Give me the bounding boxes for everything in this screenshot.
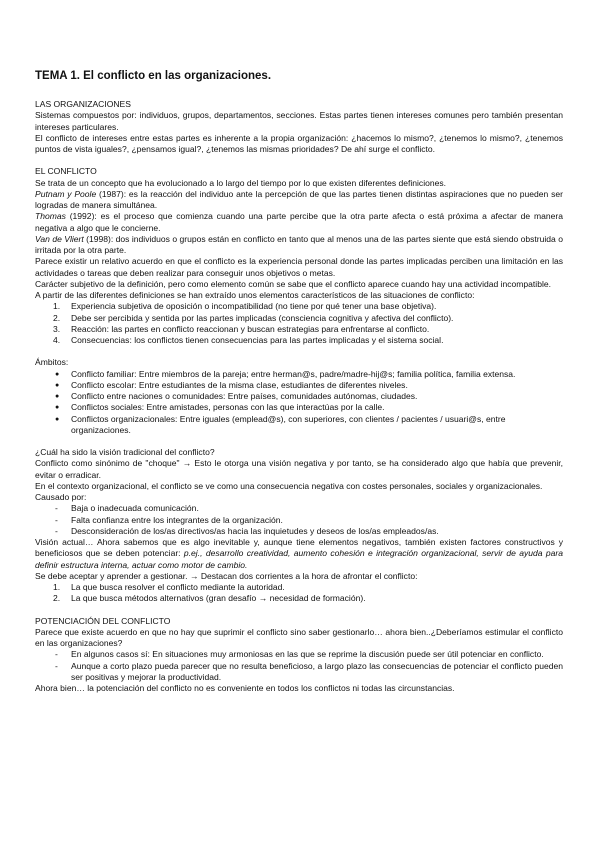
paragraph: Conflicto como sinónimo de "choque" → Esto le otorga una visión negativa y por tanto, se ha considerado algo que había que prevenir, evitar o erradicar. <box>35 458 563 480</box>
author-name: Putnam y Poole <box>35 188 97 199</box>
list-item <box>35 380 563 391</box>
document-title: TEMA 1. El conflicto en las organizaciones. <box>35 70 272 82</box>
dash-marker: - <box>55 503 58 514</box>
definition-van-de-vliert <box>35 234 563 257</box>
vision-actual-paragraph <box>35 537 563 571</box>
list-number: 4. <box>53 335 61 345</box>
list-number: 1. <box>53 301 61 312</box>
paragraph: El conflicto de intereses entre estas partes es inherente a la propia organización: ¿hacemos lo mismo?, ¿tenemos lo mismo?, ¿tenemos puntos de vista iguales?, ¿pensamos igual?, ¿tenemos las mismas prioridades? De ahí surge el conflicto. <box>35 132 563 154</box>
vision-actual-text: Visión actual… Ahora sabemos que es algo inevitable y, aunque tiene elementos negativos, también existen factores constructivos y beneficiosos que se deben potenciar: <box>35 537 563 559</box>
ambitos-heading: Ámbitos: <box>35 357 69 368</box>
section-heading-organizaciones: LAS ORGANIZACIONES <box>35 99 131 109</box>
list-item-text: En algunos casos sí: En situaciones muy armoniosas en las que se reprime la discusión puede ser útil potenciar en conflicto. <box>71 649 544 660</box>
list-number: 2. <box>53 593 61 604</box>
dash-marker: - <box>55 514 58 525</box>
paragraph: Parece que existe acuerdo en que no hay que suprimir el conflicto sino saber gestionarlo… ahora bien..¿Deberíamos estimular el conflicto en las organizaciones? <box>35 626 563 648</box>
list-item <box>35 335 563 346</box>
dash-marker: - <box>55 649 58 660</box>
paragraph: Se trata de un concepto que ha evolucionado a lo largo del tiempo por lo que existen diferentes definiciones. <box>35 177 447 188</box>
causes-list <box>35 503 563 537</box>
paragraph: Carácter subjetivo de la definición, pero como elemento común se sabe que el conflicto aparece cuando hay una actividad incompatible. <box>35 278 551 289</box>
document-page <box>35 70 563 694</box>
list-number: 2. <box>53 312 61 323</box>
section-heading-conflicto: EL CONFLICTO <box>35 166 97 177</box>
bullet-icon: ● <box>55 370 60 378</box>
list-item <box>35 402 563 413</box>
list-item-text: Falta confianza entre los integrantes de la organización. <box>71 514 283 525</box>
bullet-icon: ● <box>55 404 60 412</box>
definition-text: (1987): es la reacción del individuo ante la percepción de que las partes tienen distintas aspiraciones que no pueden ser logradas de manera simultánea. <box>35 188 563 210</box>
list-item-text: Consecuencias: los conflictos tienen consecuencias para las partes implicadas y el sistema social. <box>71 335 444 345</box>
list-item <box>35 301 563 312</box>
paragraph: Sistemas compuestos por: individuos, grupos, departamentos, secciones. Estas partes tienen intereses comunes pero también presentan intereses particulares. <box>35 110 563 132</box>
list-item-text: Conflictos sociales: Entre amistades, personas con las que interactúas por la calle. <box>71 402 385 413</box>
paragraph: Parece existir un relativo acuerdo en que el conflicto es la experiencia personal donde las partes implicadas perciben una limitación en las actividades o tareas que deben realizar para conseguir unos objetivos o metas. <box>35 256 563 278</box>
list-item-text: Conflictos organizacionales: Entre iguales (emplead@s), con superiores, con clientes / pacientes / usuari@s, entre organizaciones. <box>71 413 506 435</box>
bullet-icon: ● <box>55 393 60 400</box>
list-item <box>35 661 563 684</box>
list-item <box>35 414 563 437</box>
list-item <box>35 526 563 537</box>
list-item <box>35 369 563 380</box>
causado-label: Causado por: <box>35 492 87 502</box>
list-item-text: La que busca resolver el conflicto mediante la autoridad. <box>71 582 285 592</box>
list-item-text: Conflicto entre naciones o comunidades: Entre países, comunidades autónomas, ciudades. <box>71 391 418 401</box>
list-item-text: Debe ser percibida y sentida por las partes implicadas (consciencia cognitiva y afectiva del conflicto). <box>71 312 454 323</box>
list-item-text: Reacción: las partes en conflicto reaccionan y buscan estrategias para enfrentarse al conflicto. <box>71 323 430 334</box>
bullet-icon: ● <box>55 415 60 423</box>
list-item-text: Conflicto familiar: Entre miembros de la pareja; entre herman@s, padre/madre-hij@s; familia política, familia extensa. <box>71 368 516 379</box>
list-item-text: Conflicto escolar: Entre estudiantes de la misma clase, estudiantes de diferentes niveles. <box>71 379 408 390</box>
paragraph: A partir de las diferentes definiciones se han extraído unos elementos característicos de las situaciones de conflicto: <box>35 290 475 300</box>
list-item-text: Experiencia subjetiva de oposición o incompatibilidad (no tiene por qué tener una base objetiva). <box>71 301 437 312</box>
definition-thomas <box>35 211 563 234</box>
definition-text: (1992): es el proceso que comienza cuando una parte percibe que la otra parte afecta o está próxima a afectar de manera negativa a algo que le concierne. <box>35 211 563 233</box>
dash-marker: - <box>55 525 58 536</box>
definition-putnam <box>35 189 563 212</box>
list-item <box>35 649 563 660</box>
bullet-icon: ● <box>55 381 60 389</box>
currents-list <box>35 582 563 605</box>
paragraph: Se debe aceptar y aprender a gestionar. → Destacan dos corrientes a la hora de afrontar el conflicto: <box>35 570 418 581</box>
elements-list <box>35 301 563 346</box>
potenciacion-list <box>35 649 563 683</box>
list-item <box>35 324 563 335</box>
list-item-text: La que busca métodos alternativos (gran desafío → necesidad de formación). <box>71 593 366 604</box>
list-item <box>35 515 563 526</box>
list-number: 1. <box>53 582 61 592</box>
list-item <box>35 313 563 324</box>
section-heading-potenciacion: POTENCIACIÓN DEL CONFLICTO <box>35 615 171 626</box>
author-name: Van de Vliert <box>35 233 84 244</box>
paragraph: Ahora bien… la potenciación del conflicto no es conveniente en todos los conflictos ni todas las circunstancias. <box>35 683 455 693</box>
dash-marker: - <box>55 660 58 671</box>
definition-text: (1998): dos individuos o grupos están en conflicto en tanto que al menos una de las partes siente que está siendo obstruida o irritada por la otra parte. <box>35 233 563 255</box>
list-item-text: Desconsideración de los/as directivos/as hacia las inquietudes y deseos de los/as empleados/as. <box>71 525 439 536</box>
list-item <box>35 391 563 402</box>
list-item <box>35 582 563 593</box>
paragraph: En el contexto organizacional, el conflicto se ve como una consecuencia negativa con costes personales, sociales y organizacionales. <box>35 480 543 491</box>
ambitos-list <box>35 369 563 437</box>
list-item-text: Aunque a corto plazo pueda parecer que no resulta beneficioso, a largo plazo las consecuencias de potenciar el conflicto pueden ser positivas y mejorar la productividad. <box>71 660 563 682</box>
vision-question: ¿Cuál ha sido la visión tradicional del conflicto? <box>35 447 215 457</box>
list-item <box>35 593 563 604</box>
list-item <box>35 503 563 514</box>
author-name: Thomas <box>35 211 66 222</box>
vision-actual-examples: p.ej., desarrollo creatividad, aumento cohesión e integración organizacional, servir de ayuda para definir estructura interna, actuar como motor de cambio. <box>35 548 563 570</box>
list-number: 3. <box>53 323 61 334</box>
list-item-text: Baja o inadecuada comunicación. <box>71 503 199 514</box>
